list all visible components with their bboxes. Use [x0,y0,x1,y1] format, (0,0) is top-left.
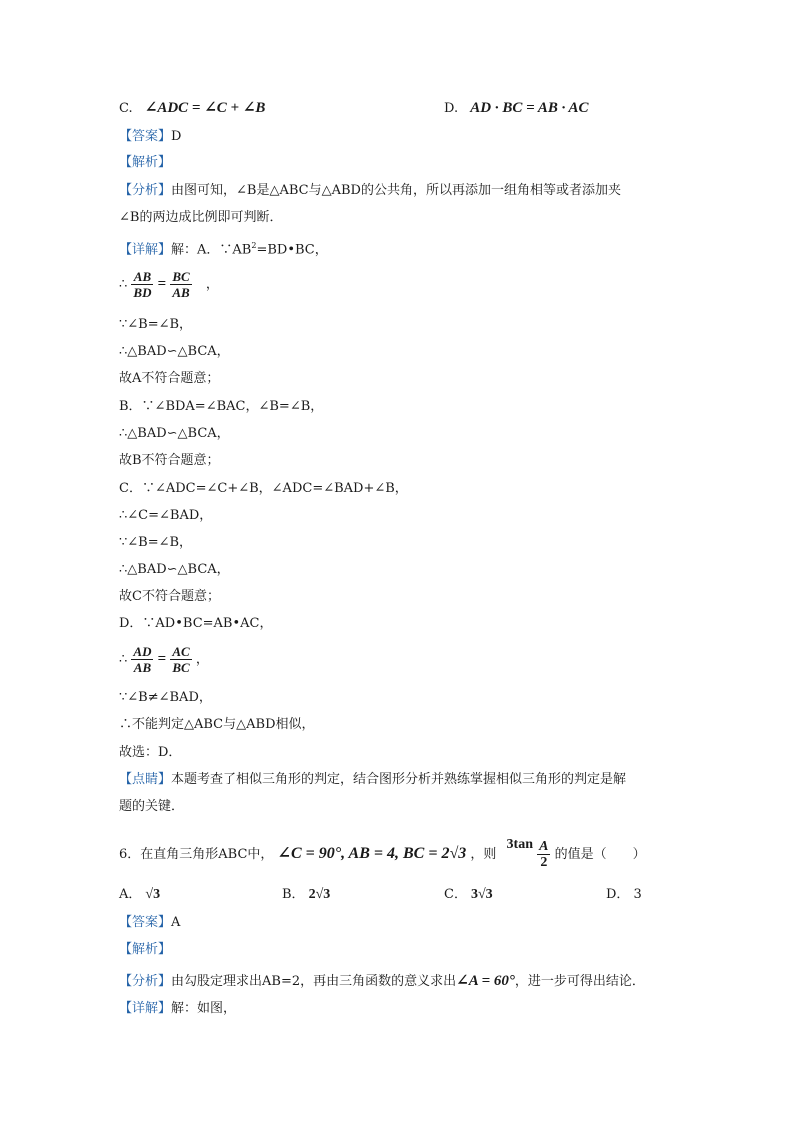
q5-fraction-line-2 [119,641,209,678]
fraction-a-2 [537,839,550,870]
numerator: A [539,839,549,854]
fenxi-formula: ∠A = 60° [456,973,515,989]
equals-sign: = [157,651,167,667]
q6-stem [119,834,646,875]
q6-option-b [282,886,330,903]
therefore-symbol: ∴ [119,277,128,292]
q5-fenxi [119,182,621,199]
numerator: AD [133,644,152,659]
option-d-formula: AD · BC = AB · AC [470,100,589,116]
step-line: 故B不符合题意； [119,453,220,468]
numerator: AC [172,644,190,659]
q5-dianjing [119,771,626,788]
option-letter: C． [444,887,467,902]
q6-option-c [444,886,493,903]
step-line: C．∵∠ADC=∠C+∠B，∠ADC=∠BAD+∠B， [119,481,408,496]
dianjing-label: 【点睛】 [119,772,172,787]
step-line: 故选：D． [119,745,182,760]
step-text: =BD•BC， [256,242,328,258]
q6-xiangjie [119,1000,236,1017]
option-b-value: 2√3 [308,887,331,902]
q5-fenxi-cont: ∠B的两边成比例即可判断． [119,210,283,225]
denominator: 2 [540,855,548,870]
answer-value: D [171,129,182,144]
q6-option-a [119,886,160,903]
dianjing-text: 本题考查了相似三角形的判定，结合图形分析并熟练掌握相似三角形的判定是解 [171,772,627,787]
q5-answer [119,128,181,145]
option-letter: B． [282,887,305,902]
xiangjie-label: 【详解】 [119,242,172,258]
comma: ， [195,652,209,667]
step-line: 故C不符合题意； [119,589,220,604]
fenxi-text: 由图可知，∠B是△ABC与△ABD的公共角，所以再添加一组角相等或者添加夹 [171,183,621,198]
option-d-value: 3 [633,887,642,902]
step-line: ∴△BAD∽△BCA， [119,344,230,359]
comma: ， [205,277,219,292]
answer-label: 【答案】 [119,915,172,930]
q5-analysis-label: 【解析】 [119,155,172,170]
step-line: B．∵∠BDA=∠BAC，∠B=∠B， [119,399,324,414]
denominator: BC [172,660,190,675]
step-line: ∵∠B=∠B， [119,535,193,550]
step-line: ∴不能判定△ABC与△ABD相似， [119,717,315,732]
question-text: 6．在直角三角形ABC中， [119,847,274,862]
step-line: ∴△BAD∽△BCA， [119,562,230,577]
numerator: AB [131,269,153,285]
option-c-value: 3√3 [470,887,493,902]
fenxi-text: ，进一步可得出结论． [514,974,645,989]
q6-answer [119,914,180,931]
option-letter: C. [119,101,133,116]
superscript: 2 [251,241,257,250]
q5-xiangjie [119,237,328,258]
q6-analysis-label: 【解析】 [119,942,172,957]
fraction-ad-ab [131,644,153,675]
therefore-symbol: ∴ [119,652,128,667]
denominator: AB [172,285,190,300]
option-letter: D. [444,101,459,116]
q5-fraction-line-1 [119,266,219,303]
q5-dianjing-cont: 题的关键． [119,799,185,814]
step-text: 解：A．∵AB [171,242,252,258]
answer-label: 【答案】 [119,129,172,144]
fraction-ac-bc [170,644,191,675]
tan-coefficient: 3tan [506,837,533,852]
fenxi-text: 由勾股定理求出AB=2，再由三角函数的意义求出 [171,974,457,989]
step-line: ∵∠B=∠B， [119,317,193,332]
question-text: ，则 [470,847,497,862]
q6-option-d [606,886,642,903]
denominator: AB [133,660,152,675]
xiangjie-text: 解：如图， [171,1001,237,1016]
answer-value: A [171,915,181,930]
option-letter: A． [119,887,142,902]
step-line: ∵∠B≠∠BAD， [119,690,212,705]
step-line: 故A不符合题意； [119,371,220,386]
fraction-bc-ab [170,269,191,300]
fraction-ab-bd [131,269,153,300]
question-formula: ∠C = 90°, AB = 4, BC = 2√3 [277,845,467,862]
q5-option-c [119,100,265,117]
question-text: 的值是（ ） [554,847,646,862]
step-line: ∴△BAD∽△BCA， [119,426,230,441]
q6-fenxi [119,973,645,990]
option-c-formula: ∠ADC = ∠C + ∠B [144,100,266,116]
step-line: D．∵AD•BC=AB•AC， [119,616,273,631]
option-letter: D． [606,887,630,902]
q5-option-d [444,100,589,117]
fenxi-label: 【分析】 [119,183,172,198]
option-a-value: √3 [145,887,161,902]
equals-sign: = [157,276,167,292]
step-line: ∴∠C=∠BAD， [119,508,213,523]
xiangjie-label: 【详解】 [119,1001,172,1016]
numerator: BC [172,269,190,284]
denominator: BD [133,285,152,300]
fenxi-label: 【分析】 [119,974,172,989]
